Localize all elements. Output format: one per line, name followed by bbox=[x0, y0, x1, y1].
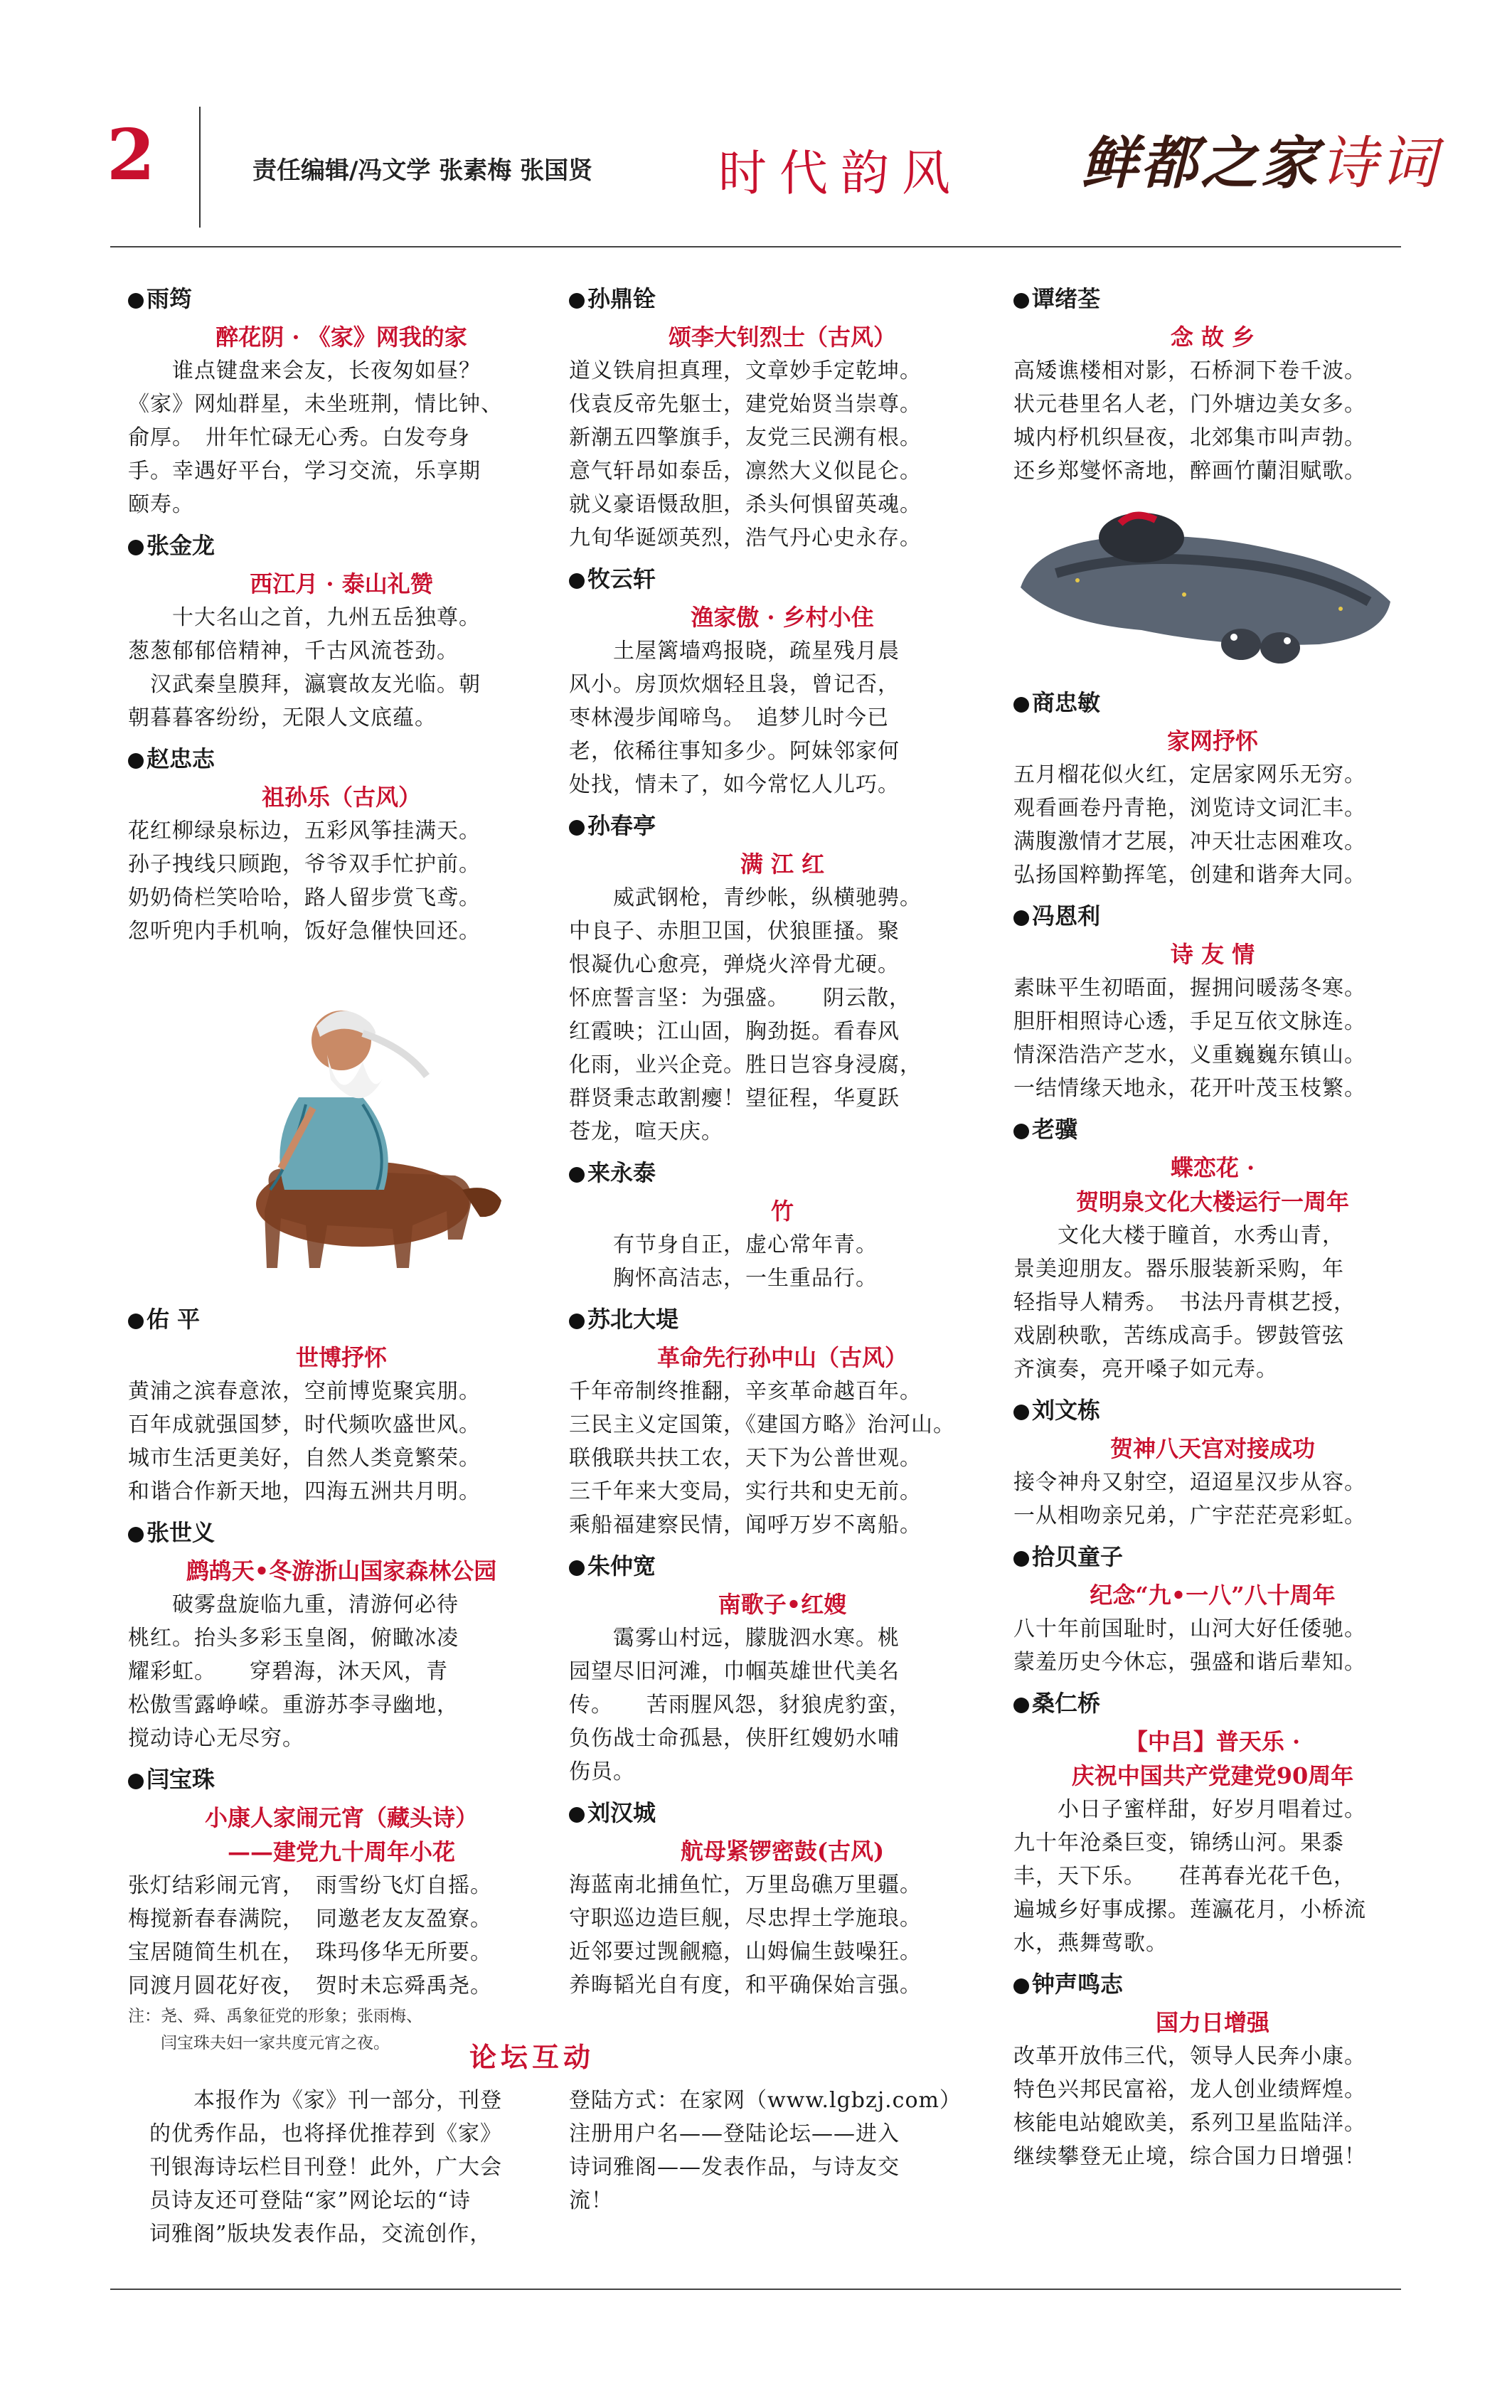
poem-title: 【中吕】普天乐 · bbox=[1124, 1728, 1301, 1755]
poem-body: 海蓝南北捕鱼忙，万里岛礁万里疆。 守职巡边造巨舰，尽忠捍土学施琅。 近邻要过觊觎瘾，山姆偏生鼓噪狂。 养晦韬光自有度，和平确保始言强。 bbox=[569, 1872, 922, 1998]
poem-title: 渔家傲 · 乡村小住 bbox=[691, 604, 874, 631]
poem-shibeitongzi bbox=[1013, 1540, 1412, 1679]
poem-author: 闫宝珠 bbox=[128, 1762, 555, 1796]
poem-title: 念 故 乡 bbox=[1170, 324, 1255, 351]
poem-sunchunting bbox=[569, 809, 996, 1149]
poem-author: 刘文栋 bbox=[1013, 1393, 1412, 1427]
poem-shangzhongmin bbox=[1013, 686, 1412, 892]
poem-author: 谭绪荃 bbox=[1013, 282, 1412, 316]
poem-body: 黄浦之滨春意浓，空前博览聚宾朋。 百年成就强国梦，时代频吹盛世风。 城市生活更美好，自然人类竟繁荣。 和谐合作新天地，四海五洲共月明。 bbox=[128, 1379, 481, 1504]
column-name: 时代韵风 bbox=[718, 146, 964, 202]
poem-body: 土屋篱墙鸡报晓，疏星残月晨 风小。房顶炊烟轻且袅，曾记否， 枣林漫步闻啼鸟。 追梦儿时今已 老，依稀往事知多少。阿妹邻家何 处找，情未了，如今常忆人儿巧。 bbox=[569, 639, 900, 797]
poem-author: 牧云轩 bbox=[569, 562, 996, 596]
brand-logo-text: 鲜都之家 bbox=[1081, 129, 1320, 196]
poem-fengenli bbox=[1013, 899, 1412, 1105]
poem-author: 苏北大堤 bbox=[569, 1302, 996, 1336]
forum-title: 论坛互动 bbox=[469, 2041, 595, 2073]
poem-body: 小日子蜜样甜，好岁月唱着过。 九十年沧桑巨变，锦绣山河。果黍 丰，天下乐。 荏苒春光花千色， 遍城乡好事成摞。莲瀛花月，小桥流 水，燕舞莺歌。 bbox=[1013, 1797, 1366, 1956]
poem-body: 谁点键盘来会友，长夜匆如昼？ 《家》网灿群星，未坐班荆，情比钟、 俞厚。 卅年忙碌无心秀。白发夸身 手。幸遇好平台，学习交流，乐享期 颐寿。 bbox=[128, 358, 503, 517]
column-2 bbox=[569, 276, 996, 2009]
poem-title: 鹧鸪天•冬游浙山国家森林公园 bbox=[186, 1557, 497, 1584]
poem-sundingquan bbox=[569, 282, 996, 555]
poem-body: 威武钢枪，青纱帐，纵横驰骋。 中良子、赤胆卫国，伏狼匪搔。聚 恨凝仇心愈亮，弹烧火淬骨尤硬。 怀庶誓言坚：为强盛。 阴云散， 红霞映；江山固，胸劲挺。看春风 化雨，业兴企竞。胜日岂容身浸腐， 群贤秉志敢割瘿！望征程，华夏跃 苍龙，喧天庆。 bbox=[569, 885, 922, 1144]
poem-body: 五月榴花似火红，定居家网乐无穷。 观看画卷丹青艳，浏览诗文词汇丰。 满腹激情才艺展，冲天壮志困难攻。 弘扬国粹勤挥笔，创建和谐奔大同。 bbox=[1013, 762, 1366, 888]
poem-title: 颂李大钊烈士（古风） bbox=[668, 324, 896, 351]
poem-subeidati bbox=[569, 1302, 996, 1542]
old-man-riding-ox-image bbox=[128, 955, 555, 1296]
poem-laiyongtai bbox=[569, 1156, 996, 1295]
column-3 bbox=[1013, 276, 1412, 2180]
poem-zhongshengmingzhi bbox=[1013, 1967, 1412, 2173]
poem-author: 拾贝童子 bbox=[1013, 1540, 1412, 1574]
brand-suffix: 诗词 bbox=[1320, 130, 1439, 196]
footer-rule bbox=[110, 2289, 1401, 2290]
poem-author: 来永泰 bbox=[569, 1156, 996, 1190]
poem-title: 诗 友 情 bbox=[1170, 941, 1255, 968]
poem-title: 满 江 红 bbox=[740, 851, 825, 878]
poem-liuhancheng bbox=[569, 1796, 996, 2002]
poem-zhangshiyi bbox=[128, 1515, 555, 1755]
poem-tanxuyin bbox=[1013, 282, 1412, 488]
poem-zhangjinlong bbox=[128, 528, 555, 735]
poem-title: 蝶恋花 · bbox=[1170, 1154, 1255, 1181]
page-number: 2 bbox=[107, 114, 156, 196]
poem-author: 冯恩利 bbox=[1013, 899, 1412, 933]
birds-painting bbox=[1013, 495, 1412, 680]
poem-author: 老骥 bbox=[1013, 1112, 1412, 1146]
poem-liuwendong bbox=[1013, 1393, 1412, 1533]
poem-author: 商忠敏 bbox=[1013, 686, 1412, 720]
poem-author: 孙春亭 bbox=[569, 809, 996, 843]
poem-subtitle: ——建党九十周年小花 bbox=[227, 1838, 455, 1865]
poem-body: 八十年前国耻时，山河大好任倭驰。 蒙羞历史今休忘，强盛和谐后辈知。 bbox=[1013, 1616, 1366, 1675]
poem-title: 贺神八天宫对接成功 bbox=[1109, 1435, 1315, 1462]
poem-body: 有节身自正，虚心常年青。 胸怀高洁志，一生重品行。 bbox=[569, 1232, 878, 1291]
poem-title: 祖孙乐（古风） bbox=[261, 784, 421, 811]
poem-author: 朱仲宽 bbox=[569, 1549, 996, 1583]
poem-body: 十大名山之首，九州五岳独尊。 葱葱郁郁倍精神，千古风流苍劲。 汉武秦皇膜拜，瀛寰故友光临。朝 朝暮暮客纷纷，无限人文底蕴。 bbox=[128, 605, 481, 730]
poem-title: 家网抒怀 bbox=[1166, 728, 1258, 755]
poem-zhuzhongkuan bbox=[569, 1549, 996, 1789]
poem-body: 素昧平生初晤面，握拥问暖荡冬寒。 胆肝相照诗心透，手足互依文脉连。 情深浩浩产芝水，义重巍巍东镇山。 一结情缘天地永，花开叶茂玉枝繁。 bbox=[1013, 976, 1366, 1101]
poem-body: 破雾盘旋临九重，清游何必待 桃红。抬头多彩玉皇阁，俯瞰冰凌 耀彩虹。 穿碧海，沐天风，青 松傲雪露峥嵘。重游苏李寻幽地， 搅动诗心无尽穷。 bbox=[128, 1592, 459, 1751]
poem-note: 注：尧、舜、禹象征党的形象；张雨梅、 闫宝珠夫妇一家共度元宵之夜。 bbox=[128, 2007, 422, 2052]
editors-line: 责任编辑/冯文学 张素梅 张国贤 bbox=[252, 156, 593, 185]
poem-yuyun bbox=[128, 282, 555, 521]
poem-title: 醉花阴 · 《家》网我的家 bbox=[215, 324, 467, 351]
poem-title: 革命先行孙中山（古风） bbox=[656, 1344, 907, 1371]
poem-title: 航母紧锣密鼓(古风) bbox=[680, 1838, 885, 1865]
poem-body: 花红柳绿泉标边，五彩风筝挂满天。 孙子拽线只顾跑，爷爷双手忙护前。 奶奶倚栏笑哈哈，路人留步赏飞鸢。 忽听兜内手机响，饭好急催快回还。 bbox=[128, 819, 481, 944]
forum-left-text: 本报作为《家》刊一部分，刊登 的优秀作品，也将择优推荐到《家》 刊银海诗坛栏目刊登！此外，广大会 员诗友还可登陆“家”网论坛的“诗 词雅阁”版块发表作品，交流创作， bbox=[149, 2088, 502, 2247]
brand-logo bbox=[1081, 117, 1439, 199]
poem-author: 桑仁桥 bbox=[1013, 1686, 1412, 1720]
poem-author: 孙鼎铨 bbox=[569, 282, 996, 316]
poem-body: 改革开放伟三代，领导人民奔小康。 特色兴邦民富裕，龙人创业绩辉煌。 核能电站媲欧美，系列卫星监陆洋。 继续攀登无止境，综合国力日增强！ bbox=[1013, 2044, 1366, 2169]
poem-title: 纪念“九•一八”八十周年 bbox=[1090, 1582, 1336, 1609]
birds-on-rock-image bbox=[1013, 495, 1412, 680]
poem-body: 接令神舟又射空，迢迢星汉步从容。 一从相吻亲兄弟，广宇茫茫亮彩虹。 bbox=[1013, 1470, 1366, 1528]
laozi-painting bbox=[128, 955, 555, 1296]
poem-laoji bbox=[1013, 1112, 1412, 1386]
poem-yanbaozhu bbox=[128, 1762, 555, 2057]
column-1 bbox=[128, 276, 555, 2064]
poem-muyunxuan bbox=[569, 562, 996, 801]
forum-right-text: 登陆方式：在家网（www.lgbzj.com） 注册用户名——登陆论坛——进入 诗词雅阁——发表作品，与诗友交 流！ bbox=[569, 2088, 962, 2213]
poem-title: 竹 bbox=[770, 1198, 794, 1225]
poem-author: 佑 平 bbox=[128, 1302, 555, 1336]
poem-body: 文化大楼于瞳首，水秀山青， 景美迎朋友。器乐服装新采购，年 轻指导人精秀。 书法丹青棋艺授， 戏剧秧歌，苦练成高手。锣鼓管弦 齐演奏，亮开嗓子如元寿。 bbox=[1013, 1223, 1356, 1382]
poem-sangrenqiao bbox=[1013, 1686, 1412, 1960]
poem-author: 张世义 bbox=[128, 1515, 555, 1550]
poem-title: 小康人家闹元宵（藏头诗） bbox=[204, 1804, 478, 1831]
poem-subtitle: 贺明泉文化大楼运行一周年 bbox=[1075, 1188, 1349, 1215]
poem-author: 雨筠 bbox=[128, 282, 555, 316]
poem-youping bbox=[128, 1302, 555, 1508]
poem-author: 钟声鸣志 bbox=[1013, 1967, 1412, 2001]
poem-subtitle: 庆祝中国共产党建党90周年 bbox=[1071, 1762, 1354, 1789]
poem-title: 南歌子•红嫂 bbox=[718, 1591, 847, 1618]
poem-author: 赵忠志 bbox=[128, 742, 555, 776]
header-divider bbox=[199, 107, 201, 228]
poem-title: 国力日增强 bbox=[1155, 2009, 1269, 2036]
poem-body: 千年帝制终推翻，辛亥革命越百年。 三民主义定国策，《建国方略》治河山。 联俄联共扶工农，天下为公普世观。 三千年来大变局，实行共和史无前。 乘船福建察民情，闻呼万岁不离船。 bbox=[569, 1379, 955, 1538]
poem-body: 霭雾山村远，朦胧泗水寒。桃 园望尽旧河滩，巾帼英雄世代美名 传。 苦雨腥风怨，豺狼虎豹蛮， 负伤战士命孤悬，侠肝红嫂奶水哺 伤员。 bbox=[569, 1626, 911, 1784]
poem-zhaozhongzhi bbox=[128, 742, 555, 948]
poem-body: 高矮谯楼相对影，石桥洞下卷千波。 状元巷里名人老，门外塘边美女多。 城内杼机织昼夜，北郊集市叫声勃。 还乡郑燮怀斋地，醉画竹蘭泪赋歌。 bbox=[1013, 358, 1366, 484]
poem-title: 西江月 · 泰山礼赞 bbox=[250, 570, 433, 597]
header-rule bbox=[110, 246, 1401, 247]
page-header bbox=[0, 0, 1512, 249]
poem-body: 张灯结彩闹元宵， 雨雪纷飞灯自摇。 梅搅新春春满院， 同邀老友友盈寮。 宝居随简生机在， 珠玛侈华无所要。 同渡月圆花好夜， 贺时未忘舜禹尧。 bbox=[128, 1873, 492, 1998]
poem-author: 刘汉城 bbox=[569, 1796, 996, 1830]
poem-body: 道义铁肩担真理，文章妙手定乾坤。 伐袁反帝先躯士，建党始贤当崇尊。 新潮五四擎旗手，友党三民溯有根。 意气轩昂如泰岳，凛然大义似昆仑。 就义豪语慑敌胆，杀头何惧留英魂。 九旬华诞颂英烈，浩气丹心史永存。 bbox=[569, 358, 922, 550]
poem-title: 世博抒怀 bbox=[295, 1344, 387, 1371]
poem-author: 张金龙 bbox=[128, 528, 555, 563]
